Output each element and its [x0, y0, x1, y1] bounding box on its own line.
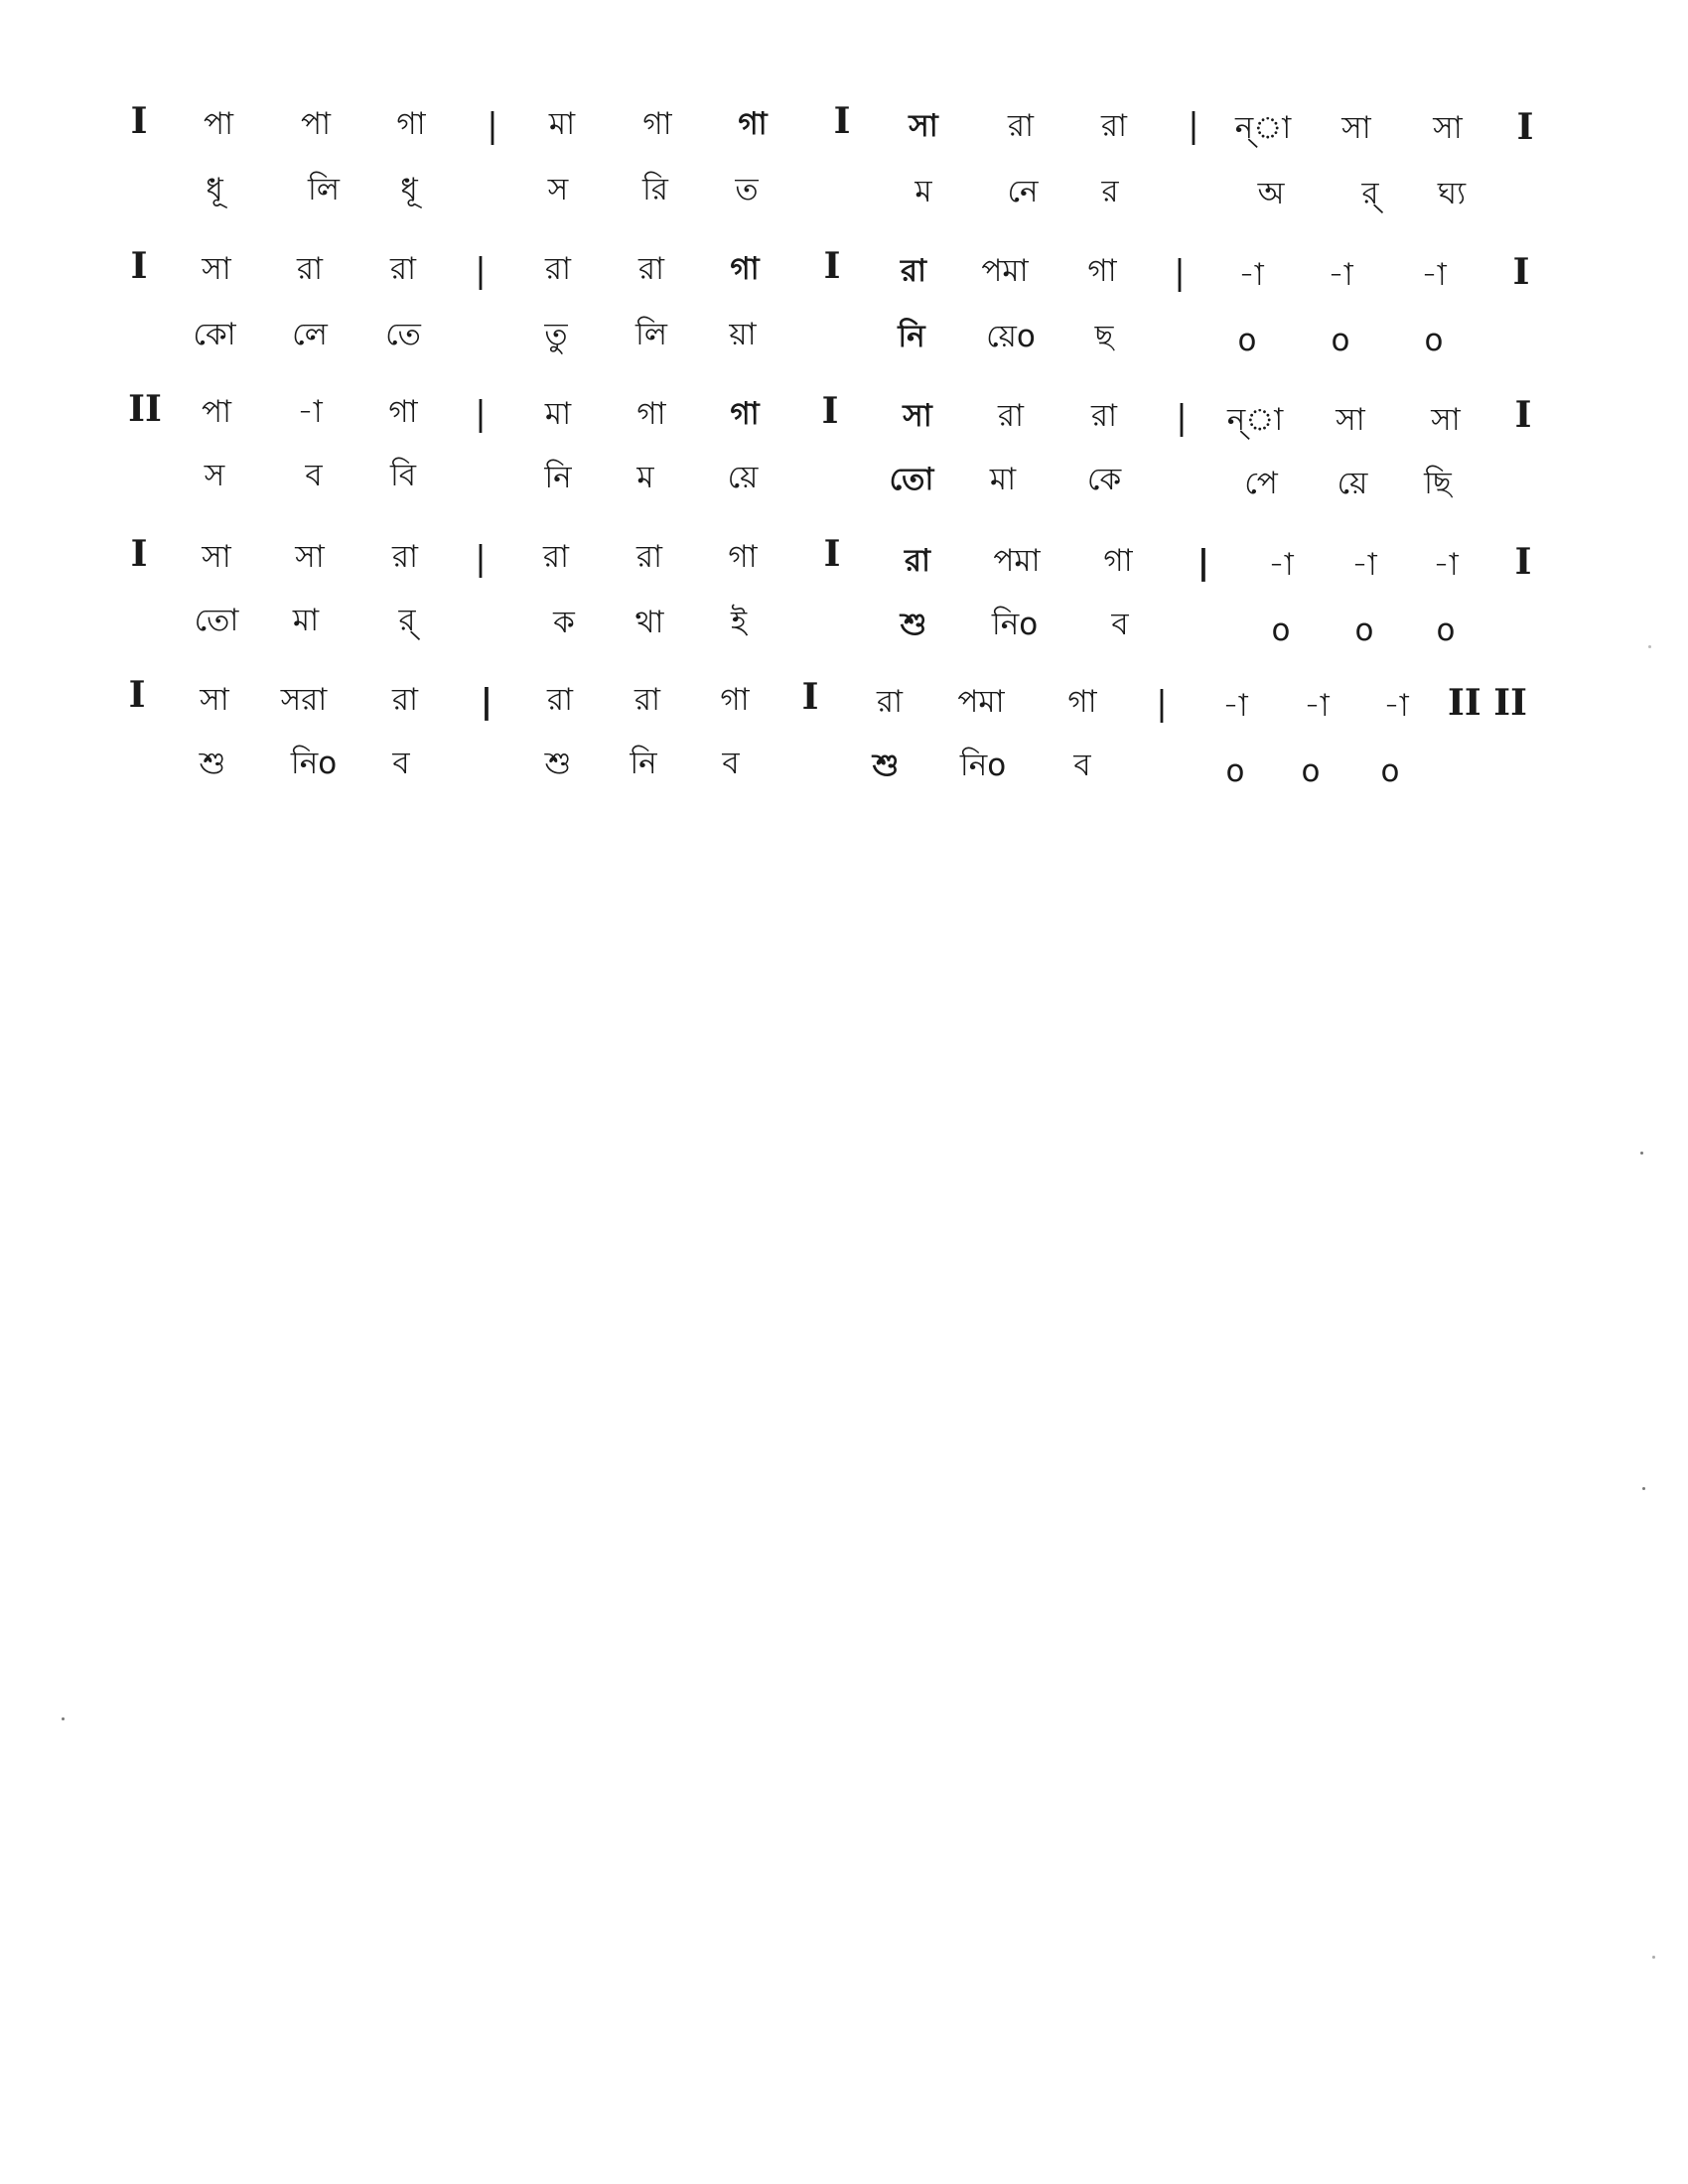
bar-line: I	[1512, 251, 1530, 293]
lyric-syllable: ই	[730, 605, 748, 640]
swara-note: গা	[642, 106, 672, 142]
lyric-syllable: o	[1237, 323, 1257, 358]
swara-note: গা	[720, 682, 750, 718]
swara-note: সা	[1341, 110, 1371, 146]
swara-note: গা	[1087, 253, 1117, 289]
lyric-syllable: বি	[389, 458, 417, 493]
lyric-syllable: নি	[630, 746, 657, 781]
swara-note: পমা	[993, 543, 1041, 579]
beat-divider: |	[487, 106, 498, 146]
beat-divider: |	[1196, 543, 1210, 583]
lyric-syllable: য়ে	[727, 460, 759, 495]
final-bar-line: II II	[1448, 682, 1527, 724]
lyric-syllable: লি	[308, 172, 340, 207]
beat-divider: |	[1174, 253, 1186, 293]
lyric-syllable: ব	[1073, 748, 1091, 783]
swara-note: -া	[297, 394, 323, 430]
lyric-syllable: য়েo	[986, 319, 1036, 354]
swara-note: রা	[997, 398, 1025, 434]
lyric-syllable: নিo	[959, 748, 1007, 783]
lyric-syllable: ধূ	[400, 172, 418, 207]
swara-note: -া	[1421, 257, 1447, 293]
start-bar-marker: I	[130, 100, 148, 142]
swara-note: -া	[1304, 688, 1330, 724]
swara-note: গা	[636, 396, 666, 432]
swara-note: -া	[1351, 547, 1377, 583]
swara-note: রা	[1007, 108, 1035, 144]
bar-line: I	[1514, 541, 1532, 583]
swara-note: -া	[1433, 547, 1459, 583]
swara-note: রা	[637, 251, 665, 287]
swara-note: -া	[1222, 688, 1248, 724]
scan-speck	[1642, 1487, 1645, 1490]
lyric-syllable: র্‌	[398, 603, 416, 638]
lyric-syllable: o	[1436, 613, 1456, 648]
swara-note: রা	[391, 539, 419, 575]
swara-note: রা	[542, 539, 570, 575]
bar-line: I	[1514, 394, 1532, 436]
start-bar-marker: II	[128, 388, 162, 430]
lyric-syllable: র	[1101, 174, 1119, 209]
swara-note: পমা	[981, 253, 1029, 289]
lyric-syllable: র্‌	[1361, 176, 1379, 211]
swara-note: রা	[544, 251, 572, 287]
swara-note: গা	[1067, 684, 1097, 720]
swara-note: রা	[900, 253, 927, 289]
lyric-syllable: o	[1380, 753, 1400, 789]
swara-note: গা	[728, 539, 758, 575]
swara-note: রা	[904, 543, 931, 579]
lyric-syllable: ম	[914, 174, 932, 209]
lyric-syllable: নিo	[290, 746, 338, 781]
beat-divider: |	[480, 682, 493, 722]
lyric-syllable: o	[1331, 323, 1350, 358]
bar-line: I	[1516, 106, 1534, 148]
swara-note: -া	[1383, 688, 1409, 724]
swara-note: পমা	[957, 684, 1005, 720]
bar-line: I	[801, 676, 819, 718]
lyric-syllable: o	[1424, 323, 1444, 358]
lyric-syllable: নে	[1007, 174, 1039, 209]
swara-note: সা	[903, 398, 932, 434]
swara-note: রা	[296, 251, 324, 287]
swara-note: রা	[876, 684, 904, 720]
swara-note: মা	[548, 106, 576, 142]
lyric-syllable: নি	[898, 319, 925, 354]
lyric-syllable: লে	[292, 317, 328, 352]
swara-note: -া	[1328, 257, 1353, 293]
swara-note: সা	[909, 108, 938, 144]
bar-line: I	[833, 100, 851, 142]
lyric-syllable: কো	[193, 317, 236, 352]
lyric-syllable: ম	[636, 460, 654, 495]
swara-note: রা	[633, 682, 661, 718]
bar-line: I	[823, 533, 841, 575]
lyric-syllable: তো	[194, 603, 239, 638]
beat-divider: |	[475, 539, 487, 579]
lyric-syllable: স	[547, 172, 569, 207]
beat-divider: |	[1156, 684, 1168, 724]
lyric-syllable: তো	[889, 462, 934, 497]
swara-note: সরা	[280, 682, 328, 718]
lyric-syllable: ত	[735, 172, 759, 207]
lyric-syllable: য়ে	[1336, 466, 1368, 501]
lyric-syllable: শু	[872, 748, 900, 783]
swara-note: ন্‌া	[1226, 402, 1284, 438]
lyric-syllable: o	[1354, 613, 1374, 648]
swara-note: রা	[389, 251, 417, 287]
start-bar-marker: I	[130, 533, 148, 575]
swara-note: -া	[1238, 257, 1264, 293]
lyric-syllable: ছি	[1424, 466, 1452, 501]
lyric-syllable: অ	[1257, 176, 1285, 211]
lyric-syllable: তে	[385, 317, 421, 352]
scan-speck	[1640, 1152, 1643, 1155]
lyric-syllable: ঘ্য	[1437, 176, 1467, 211]
lyric-syllable: ব	[722, 746, 740, 781]
bar-line: I	[823, 245, 841, 287]
lyric-syllable: নি	[544, 460, 572, 495]
lyric-syllable: ব	[1111, 607, 1129, 642]
beat-divider: |	[1188, 106, 1199, 146]
swara-note: রা	[635, 539, 663, 575]
swara-note: গা	[730, 251, 760, 287]
swara-note: ন্‌া	[1234, 110, 1292, 146]
lyric-syllable: ব	[305, 458, 323, 493]
swara-note: পা	[203, 106, 234, 142]
swara-note: সা	[295, 539, 325, 575]
swara-note: মা	[544, 396, 572, 432]
lyric-syllable: নিo	[991, 607, 1039, 642]
lyric-syllable: শু	[900, 607, 927, 642]
swara-note: গা	[1103, 543, 1133, 579]
start-bar-marker: I	[128, 674, 146, 716]
lyric-syllable: ক	[553, 605, 575, 640]
lyric-syllable: মা	[292, 603, 320, 638]
lyric-syllable: ছ	[1094, 319, 1114, 354]
bar-line: I	[821, 390, 839, 432]
start-bar-marker: I	[130, 245, 148, 287]
scan-speck	[62, 1717, 65, 1720]
beat-divider: |	[1176, 398, 1188, 438]
lyric-syllable: কে	[1086, 462, 1122, 497]
beat-divider: |	[475, 394, 487, 434]
swara-note: সা	[1433, 110, 1463, 146]
swara-note: সা	[200, 682, 229, 718]
swara-note: পা	[201, 394, 232, 430]
lyric-syllable: ধূ	[206, 172, 223, 207]
lyric-syllable: o	[1225, 753, 1245, 789]
lyric-syllable: রি	[642, 172, 668, 207]
swara-note: রা	[1090, 398, 1118, 434]
lyric-syllable: শু	[544, 746, 572, 781]
swara-note: গা	[730, 396, 760, 432]
swara-note: রা	[546, 682, 574, 718]
lyric-syllable: স	[204, 458, 225, 493]
scan-speck	[1652, 1956, 1655, 1959]
lyric-syllable: থা	[634, 605, 664, 640]
lyric-syllable: শু	[199, 746, 226, 781]
swara-note: পা	[300, 106, 332, 142]
swara-note: সা	[1431, 402, 1461, 438]
lyric-syllable: মা	[989, 462, 1017, 497]
swara-note: -া	[1268, 547, 1294, 583]
scan-speck	[1648, 645, 1651, 648]
swara-note: সা	[202, 251, 231, 287]
swara-note: গা	[388, 394, 418, 430]
lyric-syllable: য়া	[729, 317, 757, 352]
beat-divider: |	[475, 251, 487, 291]
swara-note: গা	[738, 106, 768, 142]
lyric-syllable: লি	[635, 317, 667, 352]
swara-note: সা	[1336, 402, 1365, 438]
swara-note: গা	[396, 106, 426, 142]
lyric-syllable: o	[1301, 753, 1321, 789]
swara-note: সা	[202, 539, 231, 575]
swara-note: রা	[1100, 108, 1128, 144]
swara-note: রা	[391, 682, 419, 718]
lyric-syllable: পে	[1244, 466, 1278, 501]
lyric-syllable: তু	[544, 317, 568, 352]
lyric-syllable: o	[1271, 613, 1291, 648]
lyric-syllable: ব	[392, 746, 410, 781]
